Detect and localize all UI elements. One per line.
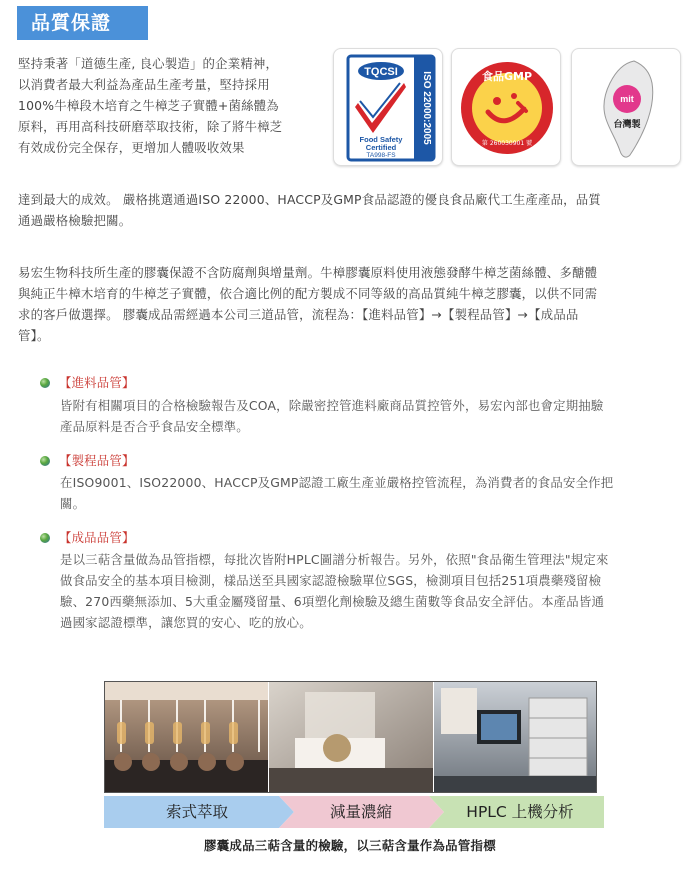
banner-label-extraction: 索式萃取 [165,803,228,821]
item-line: 過國家認證標準，讓您買的安心、吃的放心。 [60,615,312,630]
banner-label-hplc: HPLC 上機分析 [466,803,574,821]
banner-label-concentration: 減量濃縮 [329,803,392,821]
intro-line: 以消費者最大利益為產品生產考量，堅持採用 [18,77,270,92]
gmp-number: 第 260030901 號 [481,140,533,147]
item-line: 關。 [60,496,86,511]
item-heading-incoming: 【進料品管】 [40,373,135,393]
lab-photo-strip [104,681,597,793]
paragraph-line: 與純正牛樟木培育的牛樟芝子實體，依合適比例的配方製成不同等級的高品質純牛樟芝膠囊，以供不同需 [18,286,598,301]
item-line: 做食品安全的基本項目檢測，樣品送至具國家認證檢驗單位SGS，檢測項目包括251項農藥殘留檢 [60,573,602,588]
mit-text: mit [620,94,634,104]
paragraph-line: 求的客戶做選擇。 膠囊成品需經過本公司三道品管，流程為：【進料品管】→【製程品管】→【成品品 [18,307,579,322]
tqcsi-line2: Certified [365,143,397,152]
tqcsi-brand: TQCSI [364,66,398,78]
paragraph-line: 易宏生物科技所生產的膠囊保證不含防腐劑與增量劑。牛樟膠囊原料使用液態發酵牛樟芝菌絲體、多醣體 [18,265,598,280]
quality-paragraph [18,262,597,346]
gmp-label: 食品GMP [481,70,533,83]
item-heading-process: 【製程品管】 [40,451,135,471]
item-line: 產品原料是否合乎食品安全標準。 [60,419,249,434]
paragraph-line: 達到最大的成效。 嚴格挑選通過ISO 22000、HACCP及GMP食品認證的優良食品廠代工生產產品，品質 [18,192,601,207]
gmp-logo [451,48,561,166]
bullet-icon [40,378,50,388]
taiwan-made-label: 台灣製 [613,120,641,130]
paragraph-line: 管】。 [18,328,50,343]
photo-caption: 膠囊成品三萜含量的檢驗，以三萜含量作為品管指標 [204,838,496,853]
page-title: 品質保證 [17,6,148,40]
item-line: 驗、270西藥無添加、5大重金屬殘留量、6項塑化劑檢驗及總生菌數等食品安全評估。本產品皆通 [60,594,605,609]
intro-line: 原料，再用高科技研磨萃取技術，除了將牛樟芝 [18,119,283,134]
item-body-incoming [60,395,603,437]
soxhlet-photo [105,682,268,792]
item-line: 皆附有相關項目的合格檢驗報告及COA，除嚴密控管進料廠商品質控管外，易宏內部也會定期抽驗 [60,398,604,413]
item-body-process [60,472,613,514]
bullet-icon [40,456,50,466]
hplc-photo [434,682,596,792]
item-body-final [60,549,609,633]
item-line: 是以三萜含量做為品管指標，每批次皆附HPLC圖譜分析報告。另外，依照"食品衛生管理法"規定來 [60,552,609,567]
tqcsi-logo [333,48,443,166]
intro-line: 堅持秉著「道德生產, 良心製造」的企業精神， [18,56,279,71]
tqcsi-line1: Food Safety [359,135,403,144]
intro-line: 有效成份完全保存，更增加人體吸收效果 [18,140,245,155]
certification-paragraph [18,189,601,231]
paragraph-line: 通過嚴格檢驗把關。 [18,213,132,228]
concentration-photo [269,682,433,792]
item-heading-final: 【成品品管】 [40,528,135,548]
tqcsi-code: TA998-FS [366,152,396,159]
bullet-icon [40,533,50,543]
intro-line: 100%牛樟段木培育之牛樟芝子實體+菌絲體為 [18,98,279,113]
item-line: 在ISO9001、ISO22000、HACCP及GMP認證工廠生產並嚴格控管流程，為消費者的食品安全作把 [60,475,614,490]
made-in-taiwan-logo [571,48,681,166]
tqcsi-iso-text: ISO 22000:2005 [421,71,432,145]
intro-paragraph [18,53,333,158]
